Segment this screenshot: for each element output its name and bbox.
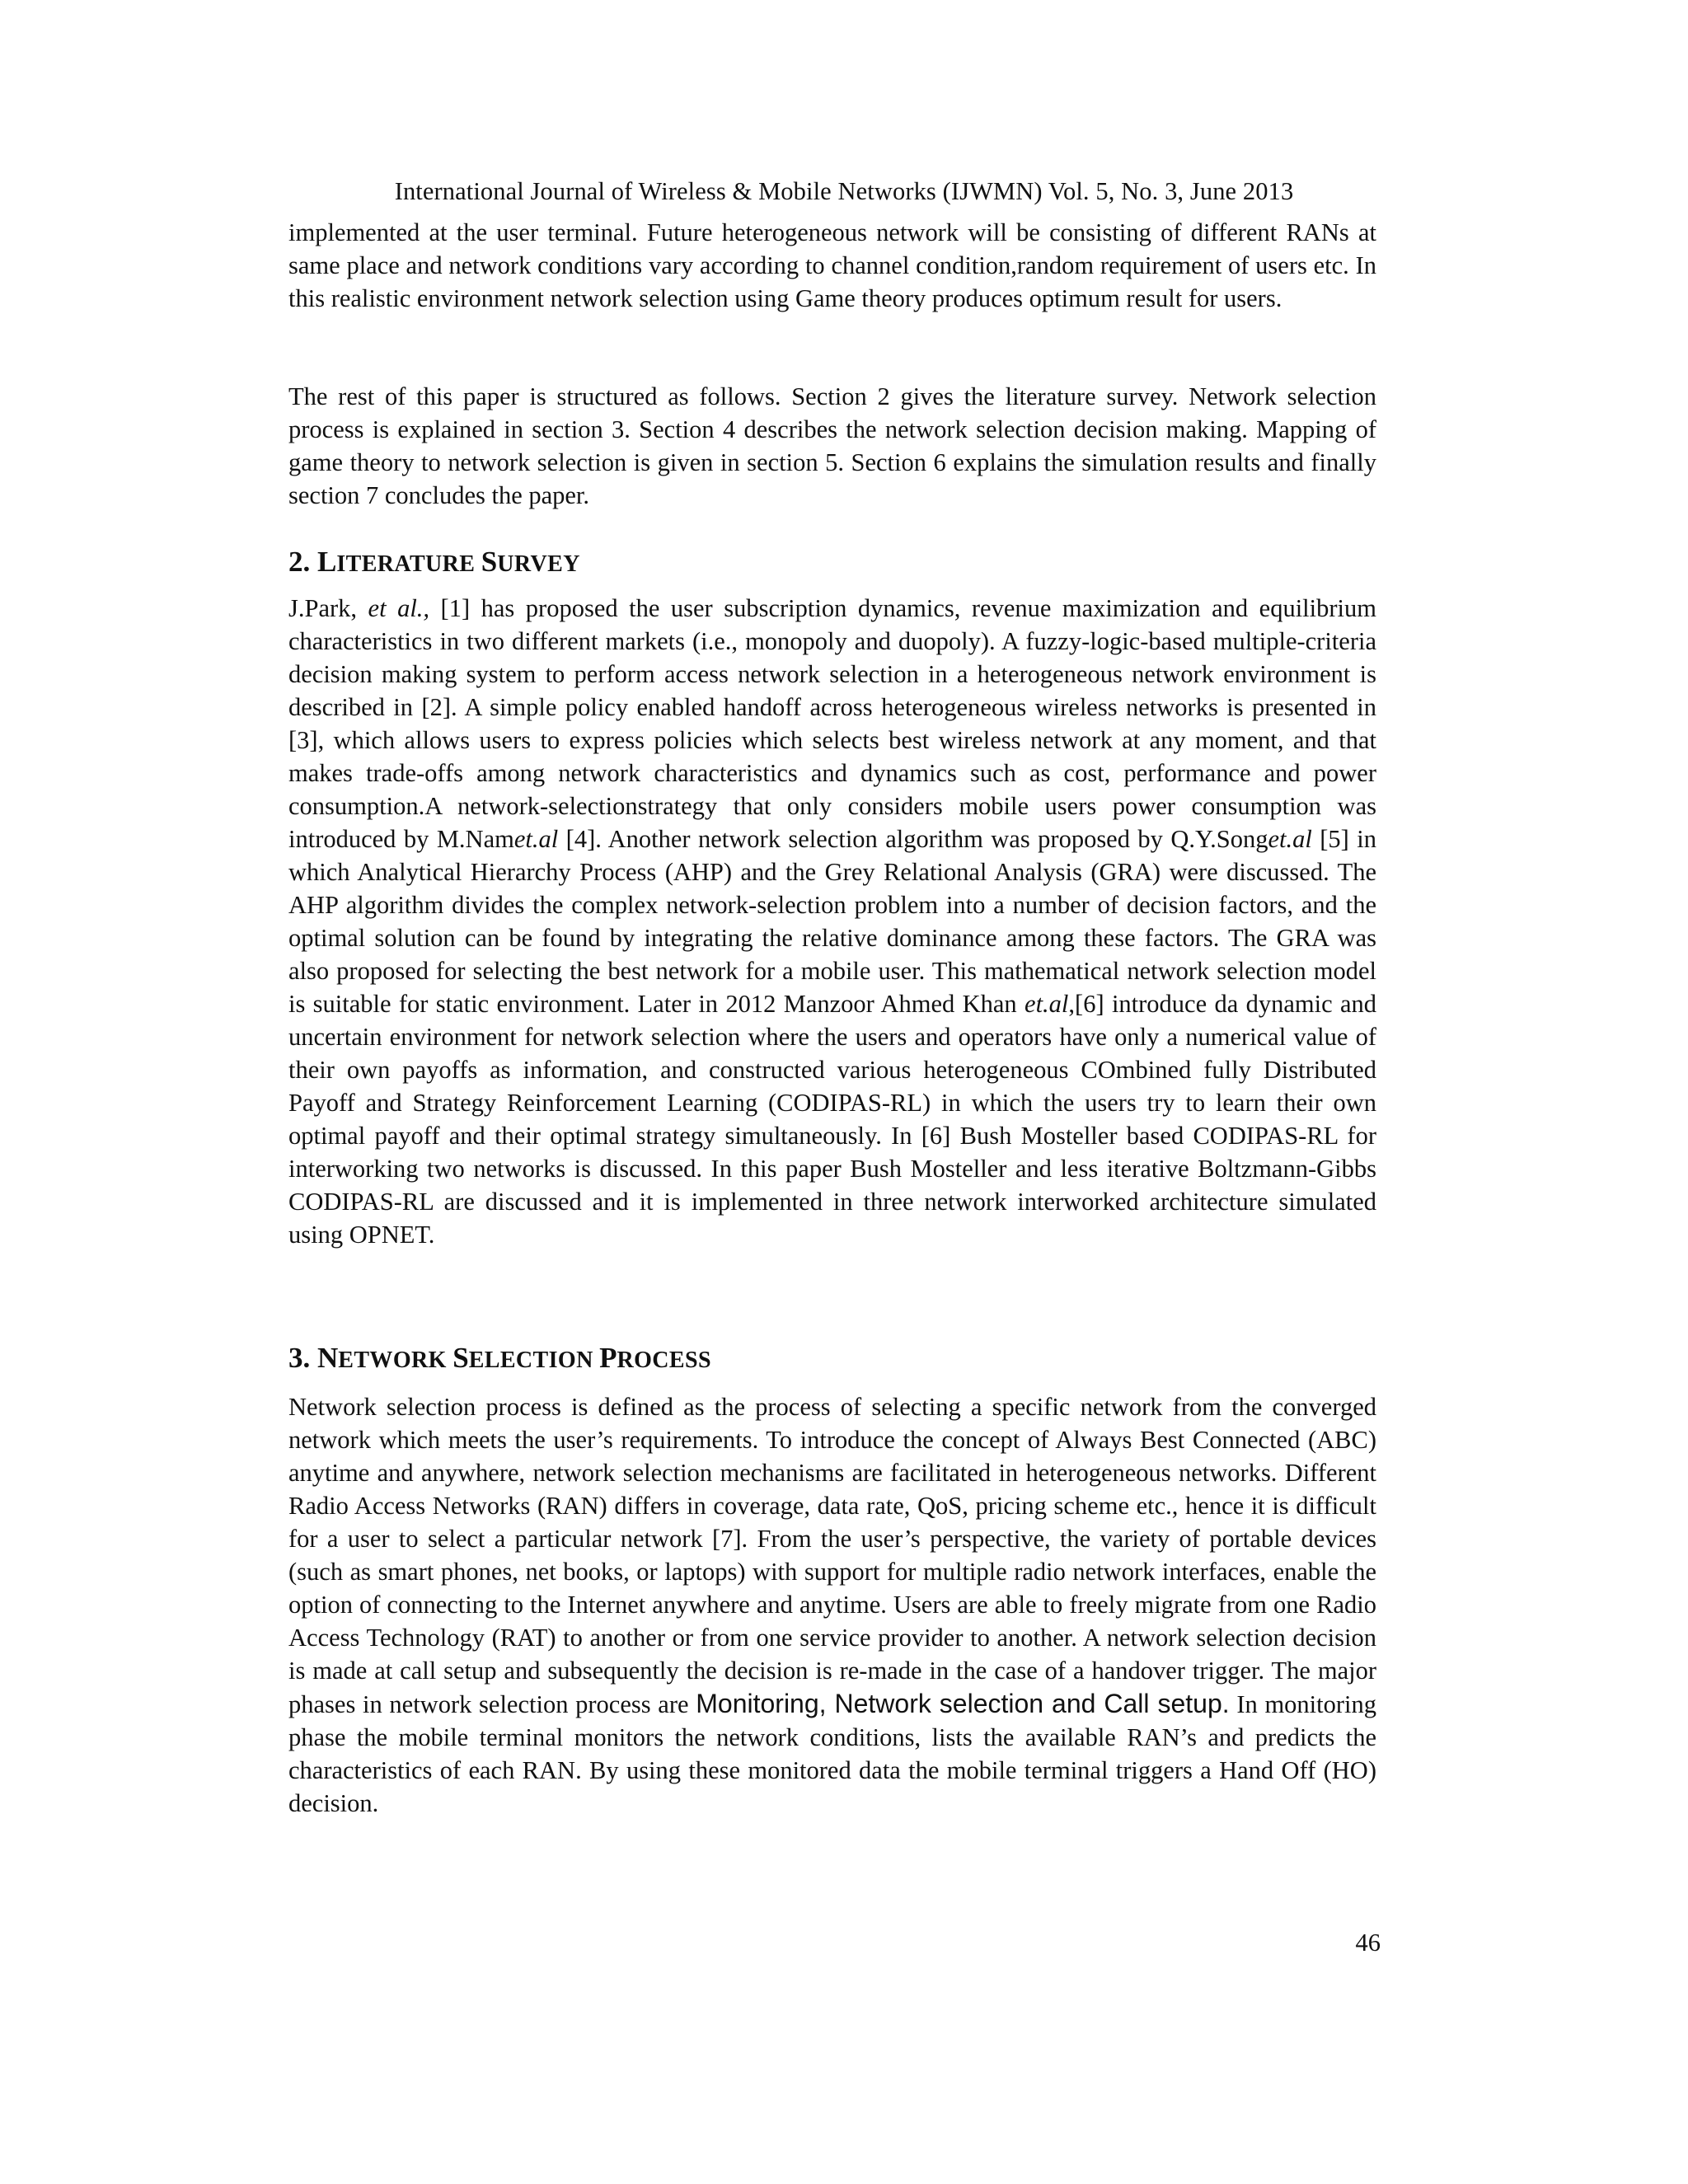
network-selection-process-block	[288, 1390, 1376, 1820]
running-header: International Journal of Wireless & Mobile Networks (IJWMN) Vol. 5, No. 3, June 2013	[394, 177, 1294, 205]
section-2-title-smallcaps: URVEY	[497, 551, 580, 577]
network-selection-paragraph	[288, 1390, 1376, 1820]
section-2-heading-block	[288, 544, 1376, 583]
italic-citation: et al.,	[368, 594, 430, 622]
intro-continuation-block	[288, 216, 1376, 315]
section-3-heading-block	[288, 1340, 1376, 1379]
section-2-heading	[288, 544, 1376, 583]
paper-structure-paragraph: The rest of this paper is structured as follows. Section 2 gives the literature survey. Network selection process is explained in section 3. Section 4 describes the network selection decision making. Mapping of game theory to network selection is given in section 5. Section 6 explains the simulation results and finally section 7 concludes the paper.	[288, 382, 1376, 509]
section-3-title-smallcaps: ETWORK	[338, 1347, 453, 1373]
section-2-number: 2.	[288, 546, 317, 578]
section-3-title-initial: P	[599, 1342, 617, 1374]
text-run: [5] in which Analytical Hierarchy Process (AHP) and the Grey Relational Analysis (GRA) were discussed. The AHP algorithm divides the complex network-selection problem into a number of decision factors, and the optimal solution can be found by integrating the relative dominance among these factors. The GRA was also proposed for selecting the best network for a mobile user. This mathematical network selection model is suitable for static environment. Later in 2012 Manzoor Ahmed Khan	[288, 825, 1377, 1018]
structure-block	[288, 380, 1376, 512]
section-3-heading	[288, 1340, 1376, 1379]
section-2-title-smallcaps: ITERATURE	[336, 551, 481, 577]
phase-terms: Monitoring, Network selection and Call setup.	[696, 1689, 1230, 1718]
section-3-title-initial: S	[452, 1342, 469, 1374]
text-run: Network selection process is defined as the process of selecting a specific network from the converged network which meets the user’s requirements. To introduce the concept of Always Best Connected (ABC) anytime and anywhere, network selection mechanisms are facilitated in heterogeneous networks. Different Radio Access Networks (RAN) differs in coverage, data rate, QoS, pricing scheme etc., hence it is difficult for a user to select a particular network [7]. From the user’s perspective, the variety of portable devices (such as smart phones, net books, or laptops) with support for multiple radio network interfaces, enable the option of connecting to the Internet anywhere and anytime. Users are able to freely migrate from one Radio Access Technology (RAT) to another or from one service provider to another. A network selection decision is made at call setup and subsequently the decision is re-made in the case of a handover trigger. The major phases in network selection process are	[288, 1393, 1376, 1718]
section-3-title-initial: N	[317, 1342, 339, 1374]
literature-survey-paragraph	[288, 592, 1376, 1251]
italic-citation: et.al	[1268, 825, 1312, 853]
section-3-number: 3.	[288, 1342, 317, 1374]
text-run: In monitoring phase the mobile terminal monitors the network conditions, lists the available RAN’s and predicts the characteristics of each RAN. By using these monitored data the mobile terminal triggers a Hand Off (HO) decision.	[288, 1690, 1376, 1817]
italic-citation: et.al	[513, 825, 559, 853]
section-2-title-initial: S	[481, 546, 498, 578]
text-run: [1] has proposed the user subscription dynamics, revenue maximization and equilibrium characteristics in two different markets (i.e., monopoly and duopoly). A fuzzy-logic-based multiple-criteria decision making system to perform access network selection in a heterogeneous network environment is described in [2]. A simple policy enabled handoff across heterogeneous wireless networks is presented in [3], which allows users to express policies which selects best wireless network at any moment, and that makes trade-offs among network characteristics and dynamics such as cost, performance and power consumption.A network-selectionstrategy that only considers mobile users power consumption was introduced by M.Nam	[288, 594, 1376, 853]
italic-citation: et.al	[1025, 990, 1069, 1018]
intro-continuation-paragraph: implemented at the user terminal. Future heterogeneous network will be consisting of different RANs at same place and network conditions vary according to channel condition,random requirement of users etc. In this realistic environment network selection using Game theory produces optimum result for users.	[288, 218, 1376, 312]
page-number: 46	[1355, 1929, 1381, 1957]
text-run: [4]. Another network selection algorithm was proposed by Q.Y.Song	[558, 825, 1268, 853]
section-3-title-smallcaps: ELECTION	[468, 1347, 600, 1373]
text-run: ,[6] introduce da dynamic and uncertain environment for network selection where the users and operators have only a numerical value of their own payoffs as information, and constructed various heterogeneous COmbined fully Distributed Payoff and Strategy Reinforcement Learning (CODIPAS-RL) in which the users try to learn their own optimal payoff and their optimal strategy simultaneously. In [6] Bush Mosteller based CODIPAS-RL for interworking two networks is discussed. In this paper Bush Mosteller and less iterative Boltzmann-Gibbs CODIPAS-RL are discussed and it is implemented in three network interworked architecture simulated using OPNET.	[288, 990, 1376, 1249]
literature-survey-block	[288, 592, 1376, 1251]
section-3-title-smallcaps: ROCESS	[617, 1347, 711, 1373]
text-run: J.Park,	[288, 594, 368, 622]
section-2-title-initial: L	[317, 546, 337, 578]
